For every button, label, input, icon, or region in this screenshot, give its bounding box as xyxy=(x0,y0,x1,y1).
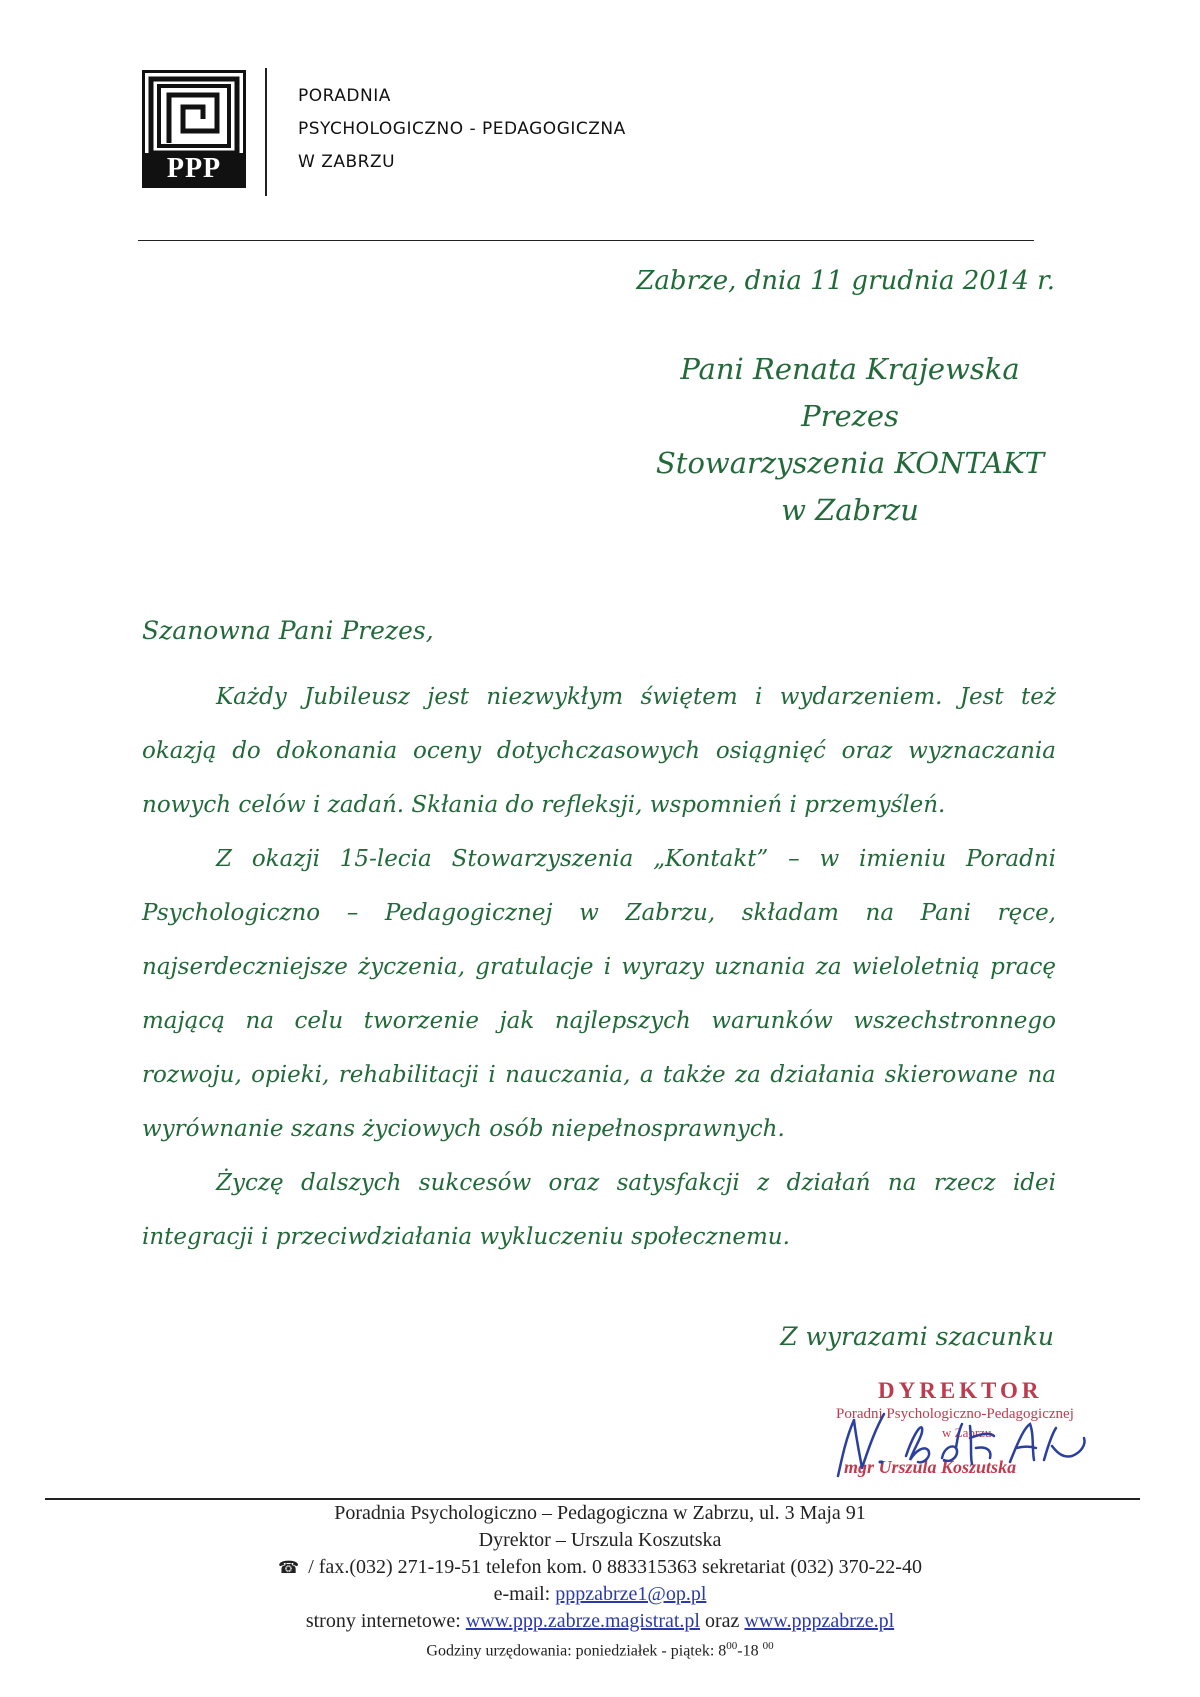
footer-address: Poradnia Psychologiczno – Pedagogiczna w Zabrzu, ul. 3 Maja 91 xyxy=(334,1502,866,1524)
stamp-subtitle: Poradni Psychologiczno-Pedagogicznej xyxy=(836,1406,1074,1422)
meander-logo-icon xyxy=(145,73,243,155)
letter-body xyxy=(142,670,1056,1264)
footer-email-line xyxy=(0,1581,1200,1608)
paragraph-3: Życzę dalszych sukcesów oraz satysfakcji z działań na rzecz idei integracji i przeciwdziałania wykluczeniu społecznemu. xyxy=(142,1170,1056,1250)
logo-text: PPP xyxy=(145,153,243,185)
hours-from-sup: 00 xyxy=(726,1640,738,1652)
email-label: e-mail: xyxy=(493,1583,556,1605)
hours-to-sup: 00 xyxy=(762,1640,774,1652)
hours-mid: -18 xyxy=(737,1642,763,1660)
website-link-2[interactable]: www.pppzabrze.pl xyxy=(744,1610,895,1632)
stamp-name: mgr Urszula Koszutska xyxy=(844,1457,1017,1477)
handwritten-signature xyxy=(820,1398,1100,1488)
letterhead-divider xyxy=(265,68,267,196)
hours-label: Godziny urzędowania: poniedziałek - piątek: 8 xyxy=(426,1642,727,1660)
stamp-city: w Zabrzu xyxy=(942,1425,992,1440)
footer-phone-text: / fax.(032) 271-19-51 telefon kom. 0 883315363 sekretariat (032) 370-22-40 xyxy=(303,1556,922,1578)
www-join: oraz xyxy=(699,1610,745,1632)
stamp-title: DYREKTOR xyxy=(878,1378,1043,1403)
paragraph-2: Z okazji 15-lecia Stowarzyszenia „Kontakt” – w imieniu Poradni Psychologiczno – Pedagogicznej w Zabrzu, składam na Pani ręce, najserdeczniejsze życzenia, gratulacje i wyrazy uznania za wieloletnią pracę mającą na celu tworzenie jak najlepszych warunków wszechstronnego rozwoju, opieki, rehabilitacji i nauczania, a także za działania skierowane na wyrównanie szans życiowych osób niepełnosprawnych. xyxy=(142,846,1056,1142)
addressee-name: Pani Renata Krajewska xyxy=(680,352,1020,386)
letterhead-line-1: PORADNIA xyxy=(298,86,391,106)
footer-phones xyxy=(0,1554,1200,1581)
ppp-logo xyxy=(142,70,246,188)
closing: Z wyrazami szacunku xyxy=(780,1322,1054,1351)
footer-www-line xyxy=(0,1608,1200,1635)
website-link-1[interactable]: www.ppp.zabrze.magistrat.pl xyxy=(465,1610,700,1632)
addressee-organization: Stowarzyszenia KONTAKT xyxy=(655,446,1045,480)
addressee-block xyxy=(600,346,1100,534)
phone-icon: ☎ xyxy=(278,1558,300,1577)
footer xyxy=(0,1500,1200,1662)
email-link[interactable]: pppzabrze1@op.pl xyxy=(555,1583,707,1605)
addressee-title: Prezes xyxy=(801,399,899,433)
letterhead-name xyxy=(298,80,626,179)
salutation: Szanowna Pani Prezes, xyxy=(142,616,434,645)
footer-director: Dyrektor – Urszula Koszutska xyxy=(478,1529,722,1551)
letterhead-line-3: W ZABRZU xyxy=(298,152,396,172)
addressee-city: w Zabrzu xyxy=(781,493,919,527)
www-label: strony internetowe: xyxy=(305,1610,466,1632)
letterhead-rule xyxy=(138,240,1034,241)
paragraph-1: Każdy Jubileusz jest niezwykłym świętem i wydarzeniem. Jest też okazją do dokonania oceny dotychczasowych osiągnięć oraz wyznaczania nowych celów i zadań. Skłania do refleksji, wspomnień i przemyśleń. xyxy=(142,684,1056,818)
letterhead-line-2: PSYCHOLOGICZNO - PEDAGOGICZNA xyxy=(298,119,626,139)
office-hours xyxy=(0,1635,1200,1662)
letter-date: Zabrze, dnia 11 grudnia 2014 r. xyxy=(636,266,1055,296)
